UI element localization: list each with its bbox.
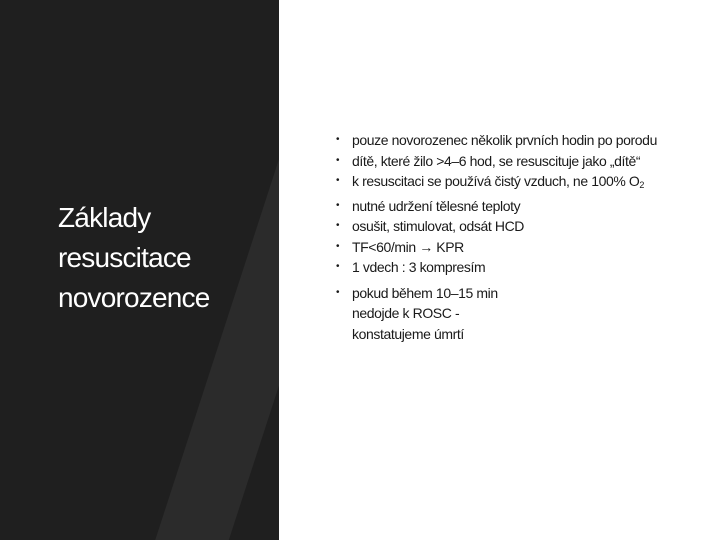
bullet-icon: • bbox=[336, 220, 340, 231]
bullet-item-heart-rate bbox=[334, 237, 659, 258]
bullet-item-ratio bbox=[334, 257, 659, 278]
title-panel bbox=[0, 0, 279, 540]
bullet-item-temperature bbox=[334, 196, 659, 217]
bullet-icon: • bbox=[336, 134, 340, 145]
bullet-icon: • bbox=[336, 199, 340, 211]
bullet-text: k resuscitaci se používá čistý vzduch, ne 100% O bbox=[352, 173, 640, 189]
slide-content bbox=[334, 130, 659, 344]
bullet-item-newborn bbox=[334, 130, 659, 151]
bullet-icon: • bbox=[336, 240, 340, 252]
bullet-icon: • bbox=[336, 154, 340, 166]
bullet-text: nutné udržení tělesné teploty bbox=[352, 197, 521, 214]
bullet-list bbox=[334, 130, 659, 344]
bullet-icon: • bbox=[336, 286, 340, 298]
bullet-text: pokud během 10–15 min nedojde k ROSC - konstatujeme úmrtí bbox=[352, 284, 498, 342]
title-line-2: resuscitace bbox=[58, 242, 191, 273]
bullet-text: pouze novorozenec několik prvních hodin po porodu bbox=[352, 132, 657, 148]
title-line-3: novorozence bbox=[58, 282, 210, 313]
bullet-item-rosc bbox=[334, 283, 659, 345]
title-line-1: Základy bbox=[58, 202, 151, 233]
bullet-text: 1 vdech : 3 kompresím bbox=[352, 259, 486, 275]
bullet-text: TF<60/min → KPR bbox=[352, 238, 464, 255]
oxygen-subscript: 2 bbox=[639, 180, 644, 190]
bullet-item-stimulate bbox=[334, 216, 659, 237]
bullet-icon: • bbox=[336, 261, 340, 272]
bullet-item-air bbox=[334, 171, 659, 196]
bullet-icon: • bbox=[336, 175, 340, 186]
bullet-item-child bbox=[334, 151, 659, 172]
slide-title bbox=[58, 198, 273, 318]
bullet-text: osušit, stimulovat, odsát HCD bbox=[352, 218, 525, 234]
bullet-text: dítě, které žilo >4–6 hod, se resuscituje jako „dítě“ bbox=[352, 152, 641, 169]
